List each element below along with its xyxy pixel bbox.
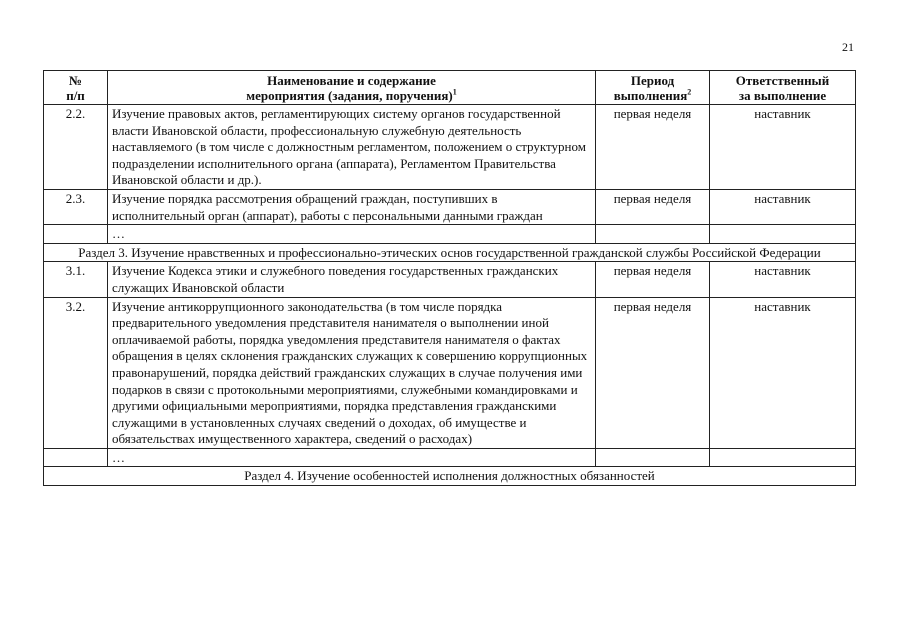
- table-row: [44, 297, 856, 448]
- row-num: 3.2.: [44, 297, 108, 448]
- table-header-row: [44, 71, 856, 105]
- row-period: первая неделя: [596, 189, 710, 224]
- table-row: [44, 189, 856, 224]
- footnote-1: 1: [452, 87, 457, 97]
- row-period: первая неделя: [596, 262, 710, 297]
- ellipsis-cell: …: [108, 448, 596, 467]
- header-name-line2: мероприятия (задания, поручения): [246, 88, 453, 103]
- header-resp-line1: Ответственный: [735, 73, 830, 88]
- ellipsis-cell: …: [108, 225, 596, 244]
- footnote-2: 2: [687, 87, 692, 97]
- header-period-line1: Период: [630, 73, 675, 88]
- empty-cell: [44, 225, 108, 244]
- table-row: [44, 262, 856, 297]
- header-period-line2: выполнения: [613, 88, 688, 103]
- ellipsis-row: [44, 448, 856, 467]
- row-text: Изучение Кодекса этики и служебного поведения государственных гражданских служащих Ивановской области: [108, 262, 596, 297]
- page-number: 21: [842, 40, 854, 54]
- row-responsible: наставник: [710, 297, 856, 448]
- row-period: первая неделя: [596, 297, 710, 448]
- row-text: Изучение правовых актов, регламентирующих систему органов государственной власти Ивановской области, профессиональную служебную деятельность наставляемого (в том числе с должностным регламентом, положением о структурном подразделении исполнительного органа (аппарата), Регламентом Правительства Ивановской области и др.).: [108, 105, 596, 190]
- empty-cell: [710, 225, 856, 244]
- header-resp-line2: за выполнение: [738, 88, 827, 103]
- row-responsible: наставник: [710, 262, 856, 297]
- row-num: 3.1.: [44, 262, 108, 297]
- header-num-line1: №: [68, 73, 83, 88]
- table-row: [44, 105, 856, 190]
- section-4-heading: Раздел 4. Изучение особенностей исполнения должностных обязанностей: [44, 467, 856, 486]
- row-responsible: наставник: [710, 189, 856, 224]
- section-3-heading: Раздел 3. Изучение нравственных и профессионально-этических основ государственной гражданской службы Российской Федерации: [44, 243, 856, 262]
- row-responsible: наставник: [710, 105, 856, 190]
- empty-cell: [596, 448, 710, 467]
- ellipsis-row: [44, 225, 856, 244]
- row-num: 2.2.: [44, 105, 108, 190]
- row-text: Изучение антикоррупционного законодательства (в том числе порядка предварительного уведомления представителя нанимателя о выполнении иной оплачиваемой работы, порядка уведомления представителя нанимателя о фактах обращения в целях склонения гражданских служащих к совершению коррупционных правонарушений, порядка действий гражданских служащих в случае получения ими подарков в связи с протокольными мероприятиями, служебными командировками и другими официальными мероприятиями, порядка представления гражданскими служащими в установленных случаях сведений о доходах, об имуществе и обязательствах имущественного характера, сведений о расходах): [108, 297, 596, 448]
- header-responsible: [710, 71, 856, 105]
- empty-cell: [710, 448, 856, 467]
- row-text: Изучение порядка рассмотрения обращений граждан, поступивших в исполнительный орган (аппарат), работы с персональными данными граждан: [108, 189, 596, 224]
- row-period: первая неделя: [596, 105, 710, 190]
- section-row: [44, 243, 856, 262]
- section-row: [44, 467, 856, 486]
- empty-cell: [596, 225, 710, 244]
- header-num-line2: п/п: [66, 88, 85, 103]
- row-num: 2.3.: [44, 189, 108, 224]
- plan-table: [43, 70, 856, 486]
- empty-cell: [44, 448, 108, 467]
- header-name-line1: Наименование и содержание: [267, 73, 436, 88]
- header-num: [44, 71, 108, 105]
- header-period: [596, 71, 710, 105]
- header-name: [108, 71, 596, 105]
